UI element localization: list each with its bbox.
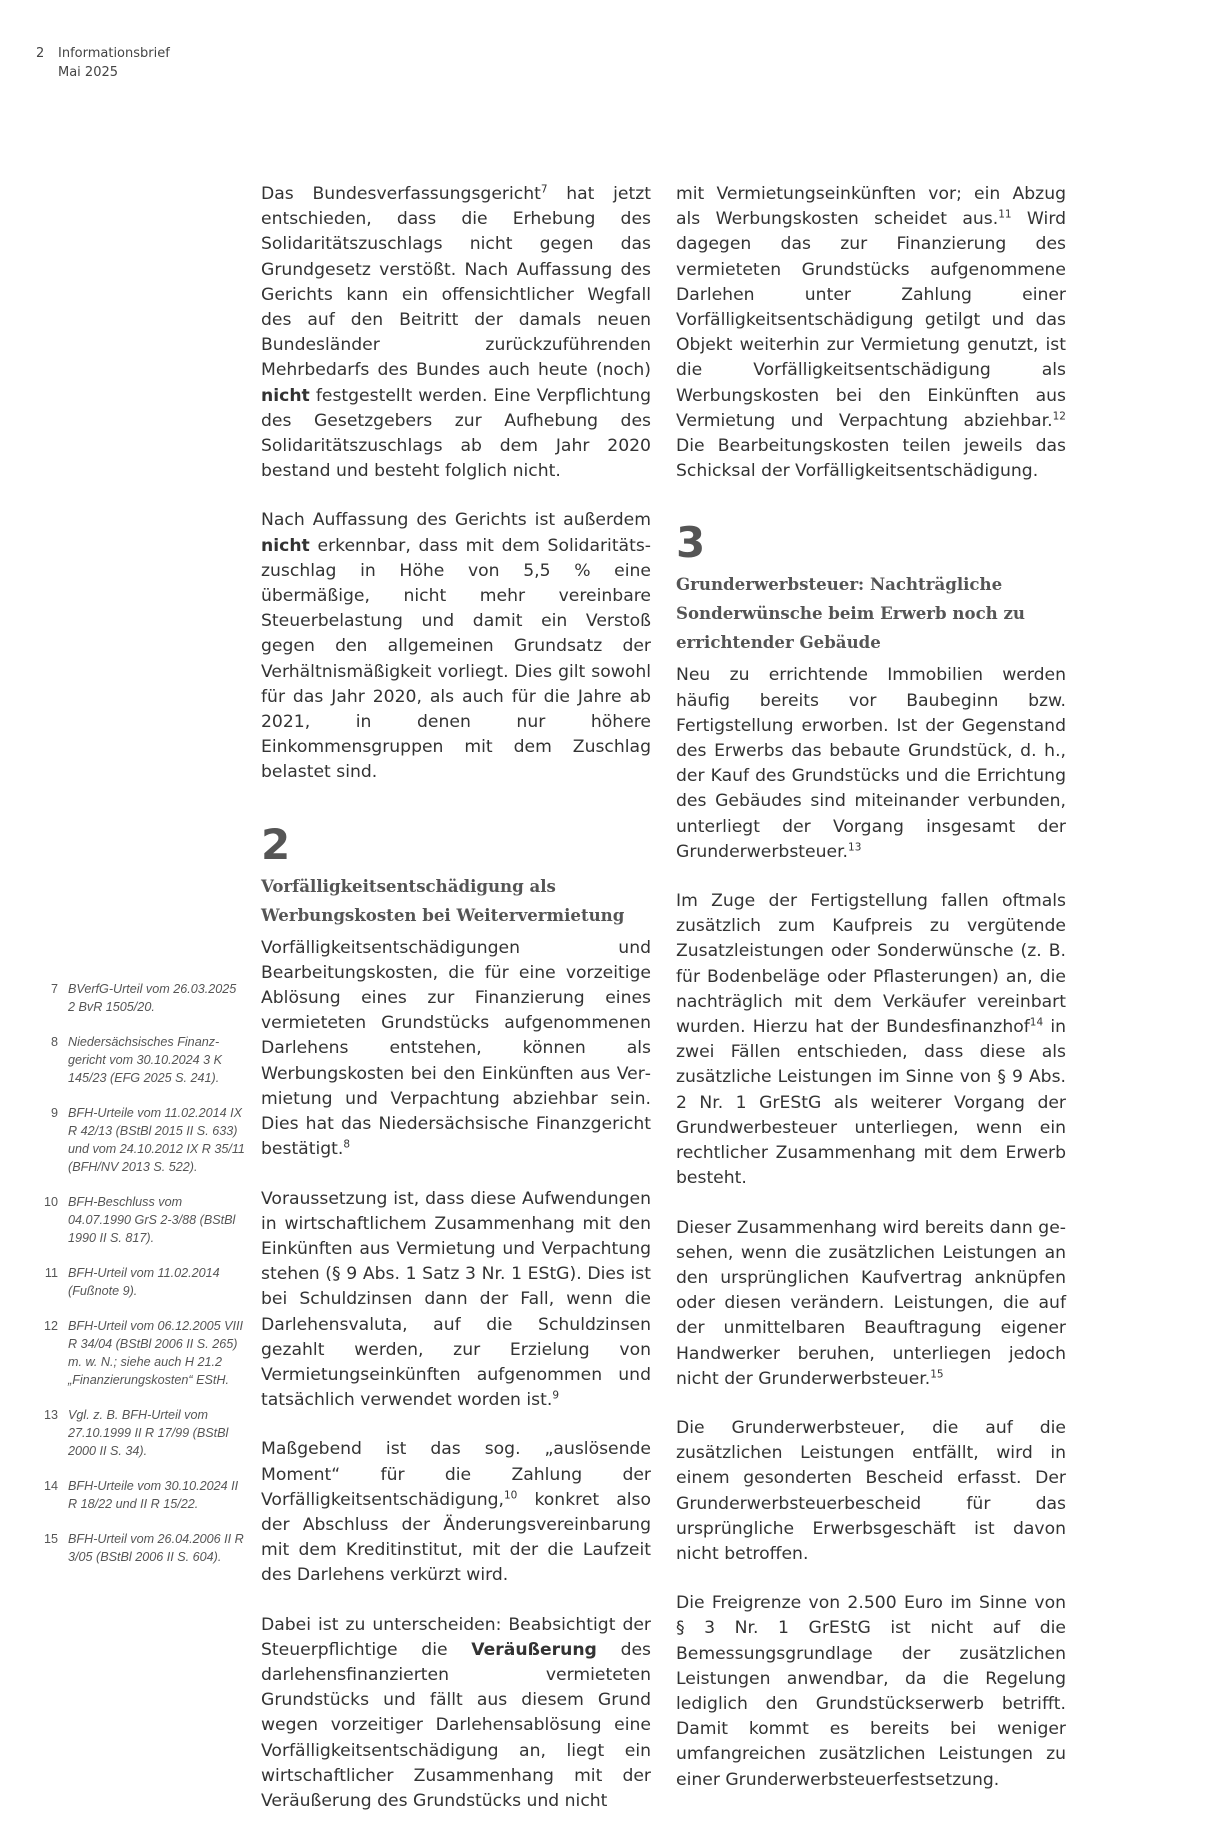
footnote-ref: 8 [343, 1138, 351, 1151]
footnote-ref: 9 [552, 1389, 560, 1402]
text-column-left [261, 182, 651, 1838]
footnote-ref: 7 [540, 183, 548, 196]
footnote-ref: 11 [998, 208, 1012, 221]
footnote: 7 BVerfG-Urteil vom 26.03.2025 2 BvR 1505/20. [50, 982, 237, 1014]
footnote: 8 Niedersächsisches Finanzgericht vom 30.10.2024 3 K 145/23 (EFG 2025 S. 241). [50, 1035, 223, 1085]
paragraph: Im Zuge der Fertigstellung fallen oftmals zusätzlich zum Kaufpreis zu vergütende Zusatzleistungen oder Sonderwünsche (z. B. für Bodenbeläge oder Pflasterungen) an, die nachträglich mit dem Verkäufer vereinbart wurden. Hierzu hat der Bundesfinanzhof$^{14}$ in zwei Fällen entschieden, dass diese als zusätzliche Leistungen im Sinne von § 9 Abs. 2 Nr. 1 GrEStG als weiterer Vorgang der Grundwerbesteuer unterliegen, wenn ein rechtlicher Zusammenhang mit dem Erwerb besteht. [676, 891, 1066, 1189]
footnotes [36, 980, 246, 1583]
paragraph: mit Vermietungseinkünften vor; ein Abzug als Werbungskosten scheidet aus.$^{11}$ Wird dagegen das zur Finanzierung des vermieteten Grundstücks aufgenommene Darlehen unter Zahlung einer Vorfälligkeitsentschädigung getilgt und das Objekt weiterhin zur Vermietung genutzt, ist die Vorfälligkeitsentschädigung als Werbungskosten bei den Einkünften aus Vermietung und Verpachtung abziehbar.$^{12}$ Die Bearbeitungskosten teilen jeweils das Schicksal der Vorfälligkeitsentschädigung. [676, 184, 1067, 482]
footnote: 9 BFH-Urteile vom 11.02.2014 IX R 42/13 (BStBl 2015 II S. 633) und vom 24.10.2012 IX R 35/11 (BFH/NV 2013 S. 522). [50, 1106, 245, 1174]
paragraph: Maßgebend ist das sog. „auslösende Moment“ für die Zahlung der Vorfälligkeitsentschädigung,$^{10}$ konkret also der Abschluss der Änderungsvereinbarung mit dem Kreditinstitut, mit der die Laufzeit des Darlehens verkürzt wird. [261, 1439, 651, 1586]
footnote: 11 BFH-Urteil vom 11.02.2014 (Fußnote 9). [44, 1266, 220, 1298]
footnote-ref: 14 [1029, 1016, 1044, 1029]
footnote: 12 BFH-Urteil vom 06.12.2005 VIII R 34/04 (BStBl 2006 II S. 265) m. w. N.; siehe auch H 21.2 „Finanzierungskosten“ EStH. [43, 1319, 243, 1387]
paragraph: Neu zu errichtende Immobilien werden häufig bereits vor Baubeginn bzw. Fertigstellung erworben. Ist der Gegenstand des Erwerbs das bebaute Grundstück, d. h., der Kauf des Grundstücks und die Errichtung des Gebäudes sind miteinander verbunden, unterliegt der Vorgang insgesamt der Grunderwerbsteuer.$^{13}$ [676, 665, 1066, 862]
footnote: 15 BFH-Urteil vom 26.04.2006 II R 3/05 (BStBl 2006 II S. 604). [43, 1532, 244, 1564]
paragraph: Die Freigrenze von 2.500 Euro im Sinne von § 3 Nr. 1 GrEStG ist nicht auf die Bemessungsgrundlage der zusätzlichen Leistungen anwendbar, da die Regelung lediglich den Grundstückserwerb betrifft. Damit kommt es bereits bei weniger umfangreichen zusätzlichen Leistungen zu einer Grunderwerbsteuerfestsetzung. [676, 1593, 1066, 1790]
page-header [36, 44, 170, 82]
section-number: 3 [676, 518, 707, 568]
paragraph: Voraussetzung ist, dass diese Aufwendungen in wirtschaftlichem Zusammenhang mit den Einkünften aus Vermietung und Verpachtung stehen (§ 9 Abs. 1 Satz 3 Nr. 1 EStG). Dies ist bei Schuldzinsen dann der Fall, wenn die Darlehensvaluta, auf die Schuldzinsen gezahlt werden, zur Erzielung von Vermietungseinkünften aufgenommen und tatsächlich verwendet worden ist.$^9$ [261, 1188, 651, 1411]
paragraph: Die Grunderwerbsteuer, die auf die zusätzlichen Leistungen entfällt, wird in einem gesonderten Bescheid erfasst. Der Grunderwerbsteuerbescheid für das ursprüngliche Erwerbsgeschäft ist davon nicht betroffen. [676, 1417, 1066, 1564]
footnote-ref: 13 [848, 841, 862, 854]
section-heading: Vorfälligkeitsentschädigung als Werbungskosten bei Weitervermietung [261, 875, 625, 925]
publication-title: Informationsbrief [58, 46, 170, 61]
paragraph: Dabei ist zu unterscheiden: Beabsichtigt der Steuerpflichtige die Veräußerung des darlehensfinanzierten vermieteten Grundstücks und fällt aus diesem Grund wegen vorzeitiger Darlehensablösung eine Vorfälligkeitsentschädigung an, liegt ein wirtschaftlicher Zusammenhang mit der Veräußerung des Grundstücks und nicht [261, 1614, 652, 1811]
footnote-ref: 12 [1052, 410, 1066, 423]
paragraph: Das Bundesverfassungsgericht$^7$ hat jetzt entschieden, dass die Erhebung des Solidaritätszuschlags nicht gegen das Grundgesetz verstößt. Nach Auffassung des Gerichts kann ein offensichtlicher Wegfall des auf den Beitritt der damals neuen Bundesländer zurückzuführenden Mehrbedarfs des Bundes auch heute (noch) nicht festgestellt werden. Eine Verpflichtung des Gesetzgebers zur Aufhebung des Solidaritätszuschlags ab dem Jahr 2020 bestand und besteht folglich nicht. [261, 183, 651, 482]
footnote-ref: 15 [930, 1367, 944, 1380]
paragraph: Dieser Zusammenhang wird bereits dann gesehen, wenn die zusätzlichen Leistungen an den ursprünglichen Kaufvertrag anknüpfen oder diesen verändern. Leistungen, die auf der unmittelbaren Beauftragung eigener Handwerker beruhen, unterliegen jedoch nicht der Grunderwerbsteuer.$^{15}$ [676, 1217, 1066, 1389]
page-number: 2 [36, 46, 45, 61]
section-heading: Grunderwerbsteuer: Nachträgliche Sonderwünsche beim Erwerb noch zu errichtender Gebäude [676, 574, 1025, 653]
paragraph: Nach Auffassung des Gerichts ist außerdem nicht erkennbar, dass mit dem Solidaritätszuschlag in Höhe von 5,5 % eine übermäßige, nicht mehr vereinbare Steuerbelastung und damit ein Verstoß gegen den allgemeinen Grundsatz der Verhältnismäßigkeit vorliegt. Dies gilt sowohl für das Jahr 2020, als auch für die Jahre ab 2021, in denen nur höhere Einkommensgruppen mit dem Zuschlag belastet sind. [261, 510, 651, 783]
footnote: 14 BFH-Urteile vom 30.10.2024 II R 18/22 und II R 15/22. [43, 1479, 239, 1511]
footnote-ref: 10 [504, 1489, 518, 1501]
paragraph: Vorfälligkeitsentschädigungen und Bearbeitungskosten, die für eine vorzeitige Ablösung eines zur Finanzierung eines vermieteten Grundstücks aufgenommenen Darlehens entstehen, können als Werbungskosten bei den Einkünften aus Vermietung und Verpachtung abziehbar sein. Dies hat das Niedersächsische Finanzgericht bestätigt.$^8$ [261, 937, 651, 1160]
footnote: 13 Vgl. z. B. BFH-Urteil vom 27.10.1999 II R 17/99 (BStBl 2000 II S. 34). [43, 1408, 229, 1458]
section-number: 2 [261, 819, 292, 869]
text-column-right [676, 182, 1066, 1817]
footnote: 10 BFH-Beschluss vom 04.07.1990 GrS 2-3/88 (BStBl 1990 II S. 817). [43, 1195, 236, 1245]
publication-date: Mai 2025 [58, 65, 119, 80]
